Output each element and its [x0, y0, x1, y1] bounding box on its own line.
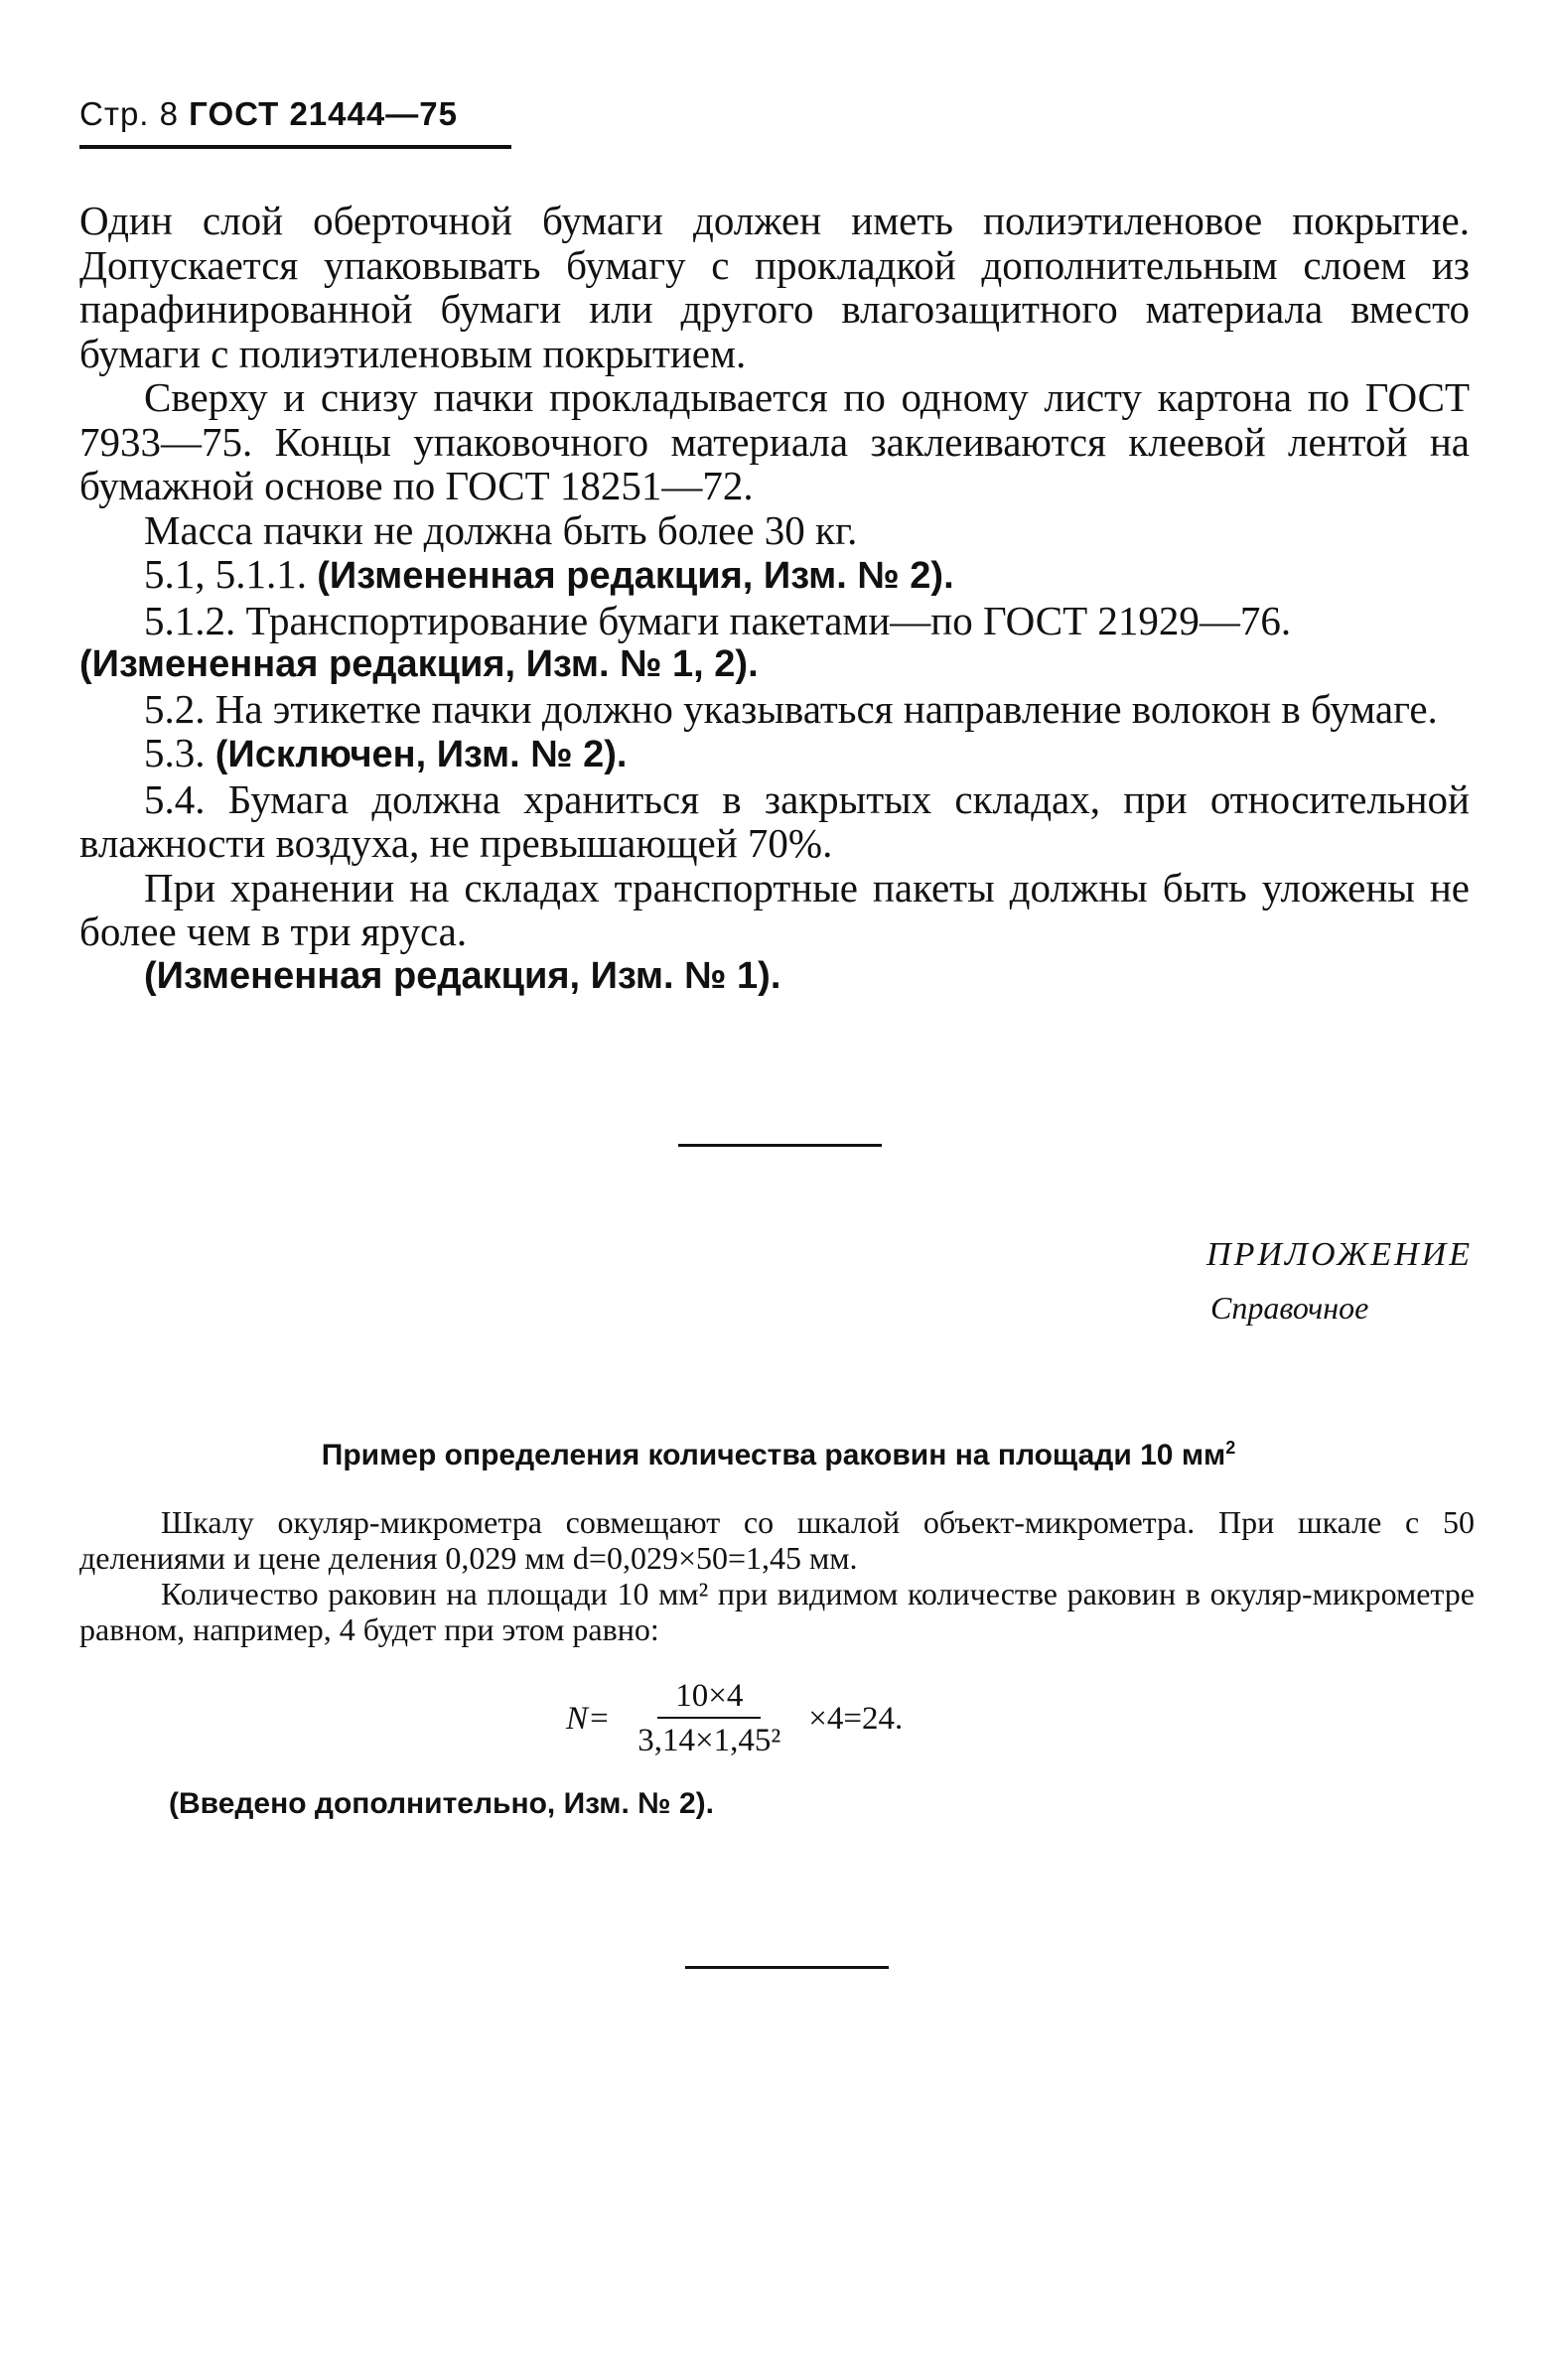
- amendment-note: (Измененная редакция, Изм. № 1).: [144, 954, 781, 997]
- main-text: [79, 199, 1470, 998]
- amendment-note: (Измененная редакция, Изм. № 2).: [317, 555, 954, 597]
- paragraph-storage: При хранении на складах транспортные пакеты должны быть уложены не более чем в три яруса.: [79, 864, 1470, 954]
- example-text: [79, 1504, 1475, 1647]
- amendment-note: (Исключен, Изм. № 2).: [214, 734, 628, 775]
- formula-rhs: ×4=24.: [808, 1700, 904, 1737]
- page-header: [79, 95, 458, 133]
- formula-denominator: 3,14×1,45²: [637, 1723, 781, 1758]
- page-number: Стр. 8: [79, 95, 179, 132]
- paragraph-5-2: 5.2. На этикетке пачки должно указываться направление волокон в бумаге.: [144, 685, 1438, 732]
- paragraph-5-1: [79, 552, 1470, 599]
- section-separator: [678, 1144, 882, 1147]
- example-paragraph-scale: Шкалу окуляр-микрометра совмещают со шкалой объект-микрометра. При шкале с 50 делениями и цене деления 0,029 мм d=0,029×50=1,45 мм.: [79, 1504, 1475, 1576]
- formula-numerator: 10×4: [657, 1678, 761, 1719]
- paragraph-5-4: 5.4. Бумага должна храниться в закрытых складах, при относительной влажности воздуха, не превышающей 70%.: [79, 775, 1470, 866]
- end-separator: [685, 1966, 889, 1969]
- appendix-label: ПРИЛОЖЕНИЕ: [1206, 1236, 1473, 1273]
- formula: [566, 1678, 903, 1759]
- amendment-note: (Введено дополнительно, Изм. № 2).: [169, 1787, 714, 1820]
- clause-number: 5.1, 5.1.1.: [144, 551, 307, 597]
- appendix-heading: [1206, 1236, 1473, 1327]
- formula-fraction: [620, 1678, 798, 1759]
- example-paragraph-count: Количество раковин на площади 10 мм² при видимом количестве раковин в окуляр-микрометре равном, например, 4 будет при этом равно:: [79, 1576, 1475, 1647]
- formula-lhs: N=: [566, 1700, 611, 1737]
- header-rule: [79, 145, 511, 149]
- amendment-note: (Измененная редакция, Изм. № 1, 2).: [79, 643, 759, 685]
- appendix-kind: Справочное: [1210, 1290, 1369, 1326]
- paragraph-wrapping: Один слой оберточной бумаги должен иметь полиэтиленовое покрытие. Допускается упаковывать бумагу с прокладкой дополнительным слоем из парафинированной бумаги или другого влагозащитного материала вместо бумаги с полиэтиленовым покрытием.: [79, 198, 1470, 376]
- paragraph-5-3: [79, 731, 1470, 777]
- clause-number: 5.3.: [144, 730, 206, 775]
- title-superscript: 2: [1225, 1438, 1236, 1458]
- example-title: Пример определения количества раковин на площади 10 $мм^2$: [321, 1438, 1236, 1471]
- paragraph-mass: Масса пачки не должна быть более 30 кг.: [144, 506, 858, 553]
- standard-code: ГОСТ 21444—75: [189, 95, 458, 132]
- paragraph-carton: Сверху и снизу пачки прокладывается по одному листу картона по ГОСТ 7933—75. Концы упаковочного материала заклеиваются клеевой лентой на бумажной основе по ГОСТ 18251—72.: [79, 374, 1470, 508]
- paragraph-5-1-2: 5.1.2. Транспортирование бумаги пакетами—по ГОСТ 21929—76.: [144, 597, 1292, 643]
